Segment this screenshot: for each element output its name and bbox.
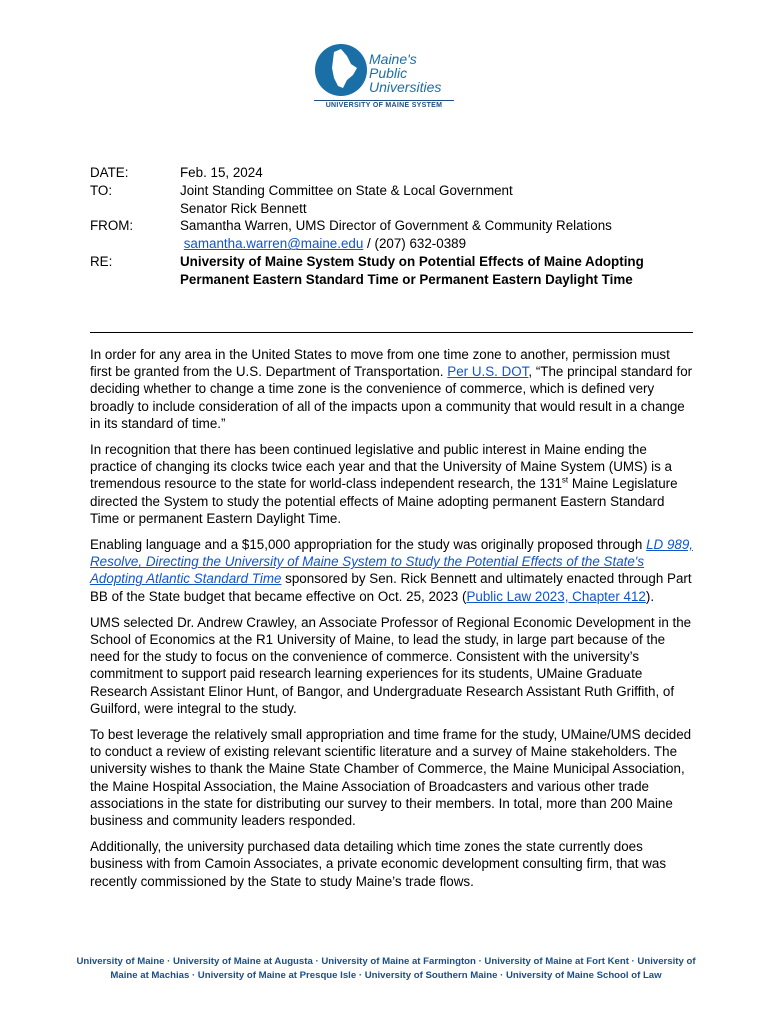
paragraph-2: In recognition that there has been continued legislative and public interest in Maine ending the practice of changing its clocks twice each year and that the University of Maine System (UMS) is a tremendous resource to the state for world-class independent research, the 131st Maine Legislature directed the System to study the potential effects of Maine adopting permanent Eastern Standard Time or permanent Eastern Daylight Time.	[90, 442, 678, 526]
maine-seal-icon	[314, 42, 368, 98]
logo-subtitle: UNIVERSITY OF MAINE SYSTEM	[325, 102, 443, 109]
from-sender: Samantha Warren, UMS Director of Government & Community Relations	[180, 218, 612, 234]
memo-re-row	[90, 253, 690, 289]
paragraph-5: To best leverage the relatively small appropriation and time frame for the study, UMaine/UMS decided to conduct a review of existing relevant scientific literature and a survey of Maine stakeholders. The university wishes to thank the Maine State Chamber of Commerce, the Maine Municipal Association, the Maine Hospital Association, the Maine Association of Broadcasters and various other trade associations in the state for distributing our survey to their members. In total, more than 200 Maine business and community leaders responded.	[90, 727, 692, 829]
ums-logo	[314, 42, 456, 114]
to-recipient-committee: Joint Standing Committee on State & Local Government	[180, 182, 513, 198]
to-recipient-senator: Senator Rick Bennett	[180, 200, 307, 216]
re-subject: University of Maine System Study on Potential Effects of Maine Adopting Permanent Eastern Standard Time or Permanent Eastern Daylight Time	[180, 253, 644, 287]
logo-divider	[314, 100, 454, 101]
paragraph-3: Enabling language and a $15,000 appropriation for the study was originally proposed through LD 989, Resolve, Directing the University of Maine System to Study the Potential Effects of the State's Adopting Atlantic Standard Time sponsored by Sen. Rick Bennett and ultimately enacted through Part BB of the State budget that became effective on Oct. 25, 2023 (Public Law 2023, Chapter 412).	[90, 537, 694, 604]
memo-date-row	[90, 164, 690, 182]
date-value: Feb. 15, 2024	[180, 165, 263, 180]
sender-email-link[interactable]: samantha.warren@maine.edu	[183, 236, 364, 252]
to-label: TO:	[90, 182, 113, 198]
logo-line-1: Maine's	[369, 51, 417, 67]
header-divider	[90, 332, 693, 333]
logo-line-2: Public	[369, 65, 408, 81]
re-label: RE:	[90, 253, 113, 269]
paragraph-1: In order for any area in the United States to move from one time zone to another, permission must first be granted from the U.S. Department of Transportation. Per U.S. DOT, “The principal standard for deciding whether to change a time zone is the convenience of commerce, which is defined very broadly to include consideration of all of the impacts upon a community that would result in a change in its standard of time.”	[90, 347, 693, 431]
ld-989-link[interactable]: LD 989, Resolve, Directing the University of Maine System to Study the Potential Effects of the State's Adopting Atlantic Standard Time	[90, 537, 694, 587]
date-label: DATE:	[90, 165, 129, 180]
from-label: FROM:	[90, 218, 134, 234]
memo-header	[90, 164, 690, 289]
memo-to-row	[90, 182, 690, 218]
sender-phone: / (207) 632-0389	[363, 236, 467, 252]
paragraph-6: Additionally, the university purchased data detailing which time zones the state currently does business with from Camoin Associates, a private economic development consulting firm, that was recently commissioned by the State to study Maine’s trade flows.	[90, 839, 667, 889]
footer-campus-list: University of Maine · University of Maine at Augusta · University of Maine at Farmington · University of Maine at Fort Kent · University of Maine at Machias · University of Maine at Presque Isle · University of Southern Maine · University of Maine School of Law	[76, 956, 696, 981]
paragraph-4: UMS selected Dr. Andrew Crawley, an Associate Professor of Regional Economic Development in the School of Economics at the R1 University of Maine, to lead the study, in large part because of the need for the study to focus on the convenience of commerce. Consistent with the university’s commitment to support paid research learning experiences for its students, UMaine Graduate Research Assistant Elinor Hunt, of Bangor, and Undergraduate Research Assistant Ruth Griffith, of Guilford, were integral to the study.	[90, 614, 692, 716]
memo-body	[90, 346, 695, 899]
public-law-link[interactable]: Public Law 2023, Chapter 412	[466, 588, 646, 604]
logo-line-3: Universities	[369, 79, 442, 95]
per-us-dot-link[interactable]: Per U.S. DOT	[447, 364, 529, 380]
memo-from-row	[90, 217, 690, 253]
